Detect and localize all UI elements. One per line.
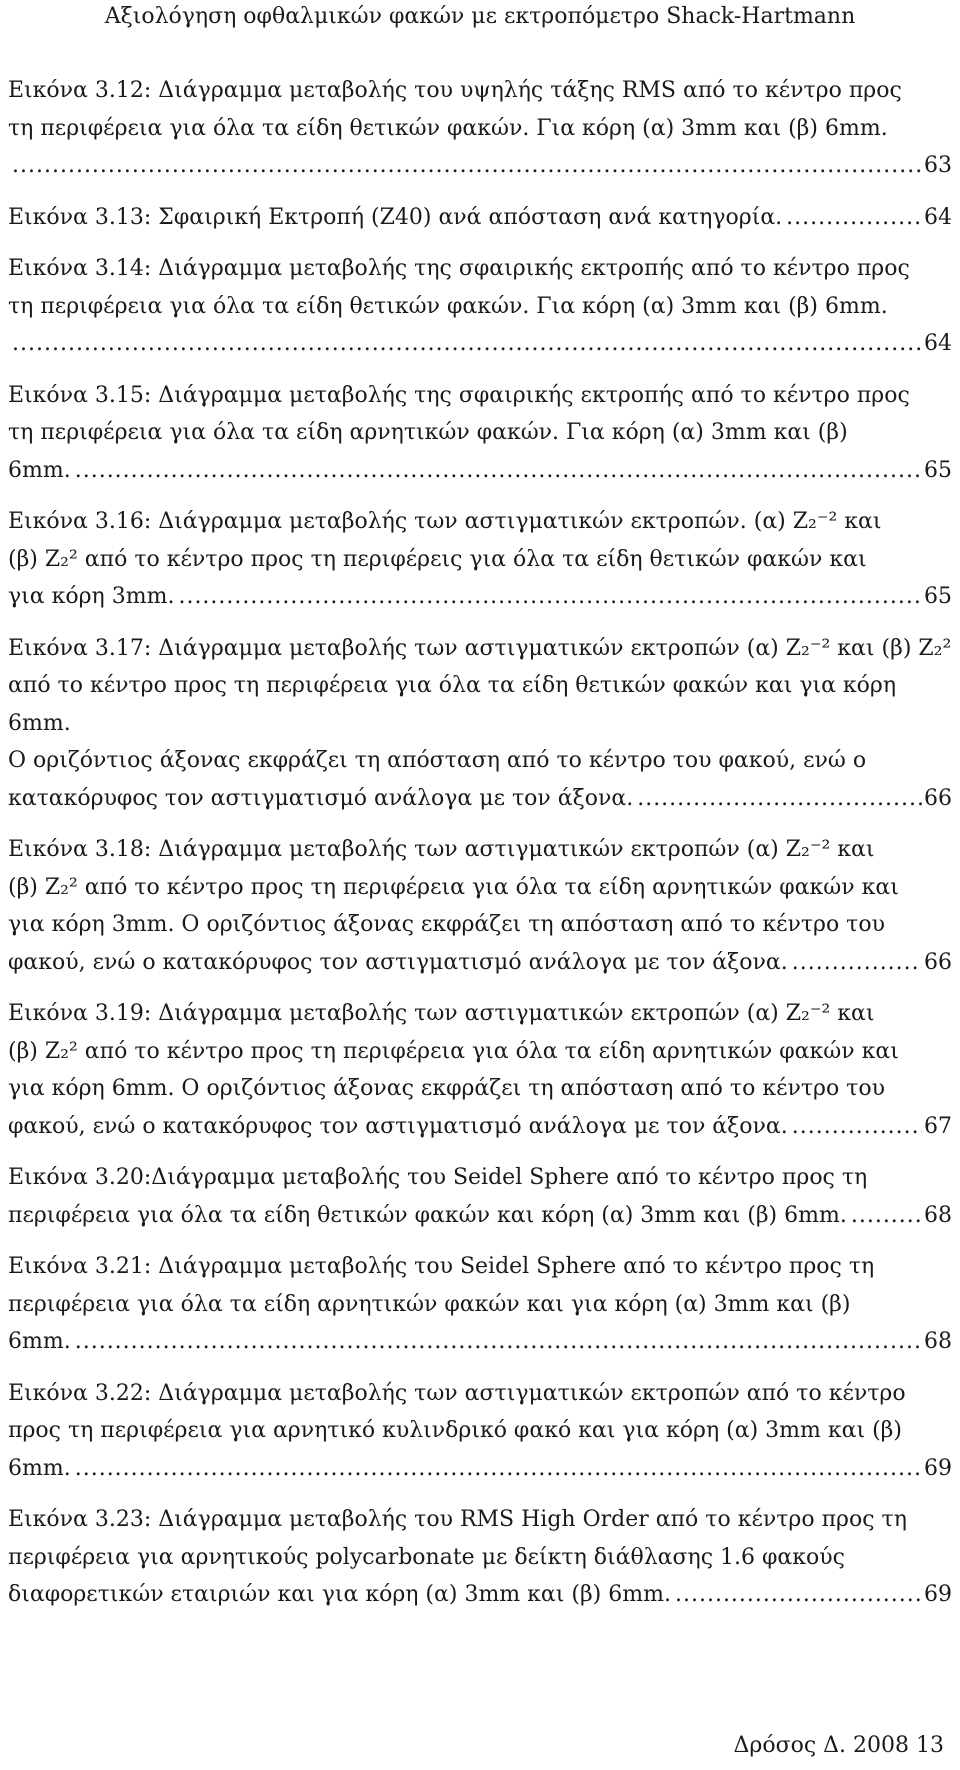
page-number: 67 — [924, 1113, 952, 1139]
entry-leader-line — [8, 1450, 952, 1488]
entry-line: για κόρη 6mm. Ο οριζόντιος άξονας εκφράζει τη απόσταση από το κέντρο του — [8, 1076, 885, 1101]
entry-line: Εικόνα 3.17: Διάγραμμα μεταβολής των αστιγματικών εκτροπών (α) Z₂⁻² και (β) Z₂² — [8, 635, 952, 661]
leader-dots — [637, 780, 922, 818]
entry-leader-line — [8, 1323, 952, 1361]
entry-line: Ο οριζόντιος άξονας εκφράζει τη απόσταση από το κέντρο του φακού, ενώ ο — [8, 748, 867, 773]
entry-text: περιφέρεια για όλα τα είδη θετικών φακών και κόρη (α) 3mm και (β) 6mm. — [8, 1202, 847, 1228]
entry-leader-line — [8, 578, 952, 616]
entry-leader-line — [8, 944, 952, 982]
entry-text: κατακόρυφος τον αστιγματισμό ανάλογα με τον άξονα. — [8, 785, 634, 811]
entry-line: προς τη περιφέρεια για αρνητικό κυλινδρικό φακό και για κόρη (α) 3mm και (β) — [8, 1418, 902, 1443]
entry-line: Εικόνα 3.15: Διάγραμμα μεταβολής της σφαιρικής εκτροπής από το κέντρο προς — [8, 382, 910, 408]
leader-dots — [75, 452, 922, 490]
entry-text: φακού, ενώ ο κατακόρυφος τον αστιγματισμό ανάλογα με τον άξονα. — [8, 949, 788, 975]
entry-text: διαφορετικών εταιριών και για κόρη (α) 3mm και (β) 6mm. — [8, 1582, 671, 1607]
entry-text: 6mm. — [8, 457, 71, 483]
entry-line: περιφέρεια για όλα τα είδη αρνητικών φακών και για κόρη (α) 3mm και (β) — [8, 1291, 851, 1317]
leader-dots — [792, 944, 922, 982]
entry-line: Εικόνα 3.14: Διάγραμμα μεταβολής της σφαιρικής εκτροπής από το κέντρο προς — [8, 256, 910, 281]
leader-dots — [675, 1576, 922, 1614]
toc-entry[interactable] — [8, 72, 952, 185]
entry-line: (β) Z₂² από το κέντρο προς τη περιφέρεις για όλα τα είδη θετικών φακών και — [8, 546, 867, 572]
entry-leader-line — [8, 1197, 952, 1235]
entry-line: Εικόνα 3.18: Διάγραμμα μεταβολής των αστιγματικών εκτροπών (α) Z₂⁻² και — [8, 837, 875, 862]
list-of-figures — [8, 72, 952, 1628]
entry-line: Εικόνα 3.12: Διάγραμμα μεταβολής του υψηλής τάξης RMS από το κέντρο προς — [8, 78, 902, 103]
entry-leader-line — [8, 1108, 952, 1146]
leader-dots — [75, 1450, 922, 1488]
toc-entry[interactable] — [8, 630, 952, 818]
toc-entry[interactable] — [8, 503, 952, 616]
entry-line: Εικόνα 3.22: Διάγραμμα μεταβολής των αστιγματικών εκτροπών από το κέντρο — [8, 1380, 906, 1406]
entry-line: τη περιφέρεια για όλα τα είδη θετικών φακών. Για κόρη (α) 3mm και (β) 6mm. — [8, 115, 888, 141]
leader-dots — [786, 199, 922, 237]
entry-text: Εικόνα 3.13: Σφαιρική Εκτροπή (Z40) ανά απόσταση ανά κατηγορία. — [8, 204, 783, 230]
entry-line: Εικόνα 3.16: Διάγραμμα μεταβολής των αστιγματικών εκτροπών. (α) Z₂⁻² και — [8, 509, 882, 534]
entry-leader-line — [8, 147, 952, 185]
entry-line: Εικόνα 3.20:Διάγραμμα μεταβολής του Seidel Sphere από το κέντρο προς τη — [8, 1165, 868, 1190]
entry-text: φακού, ενώ ο κατακόρυφος τον αστιγματισμό ανάλογα με τον άξονα. — [8, 1113, 788, 1139]
page-number: 69 — [924, 1582, 952, 1607]
entry-line: Εικόνα 3.19: Διάγραμμα μεταβολής των αστιγματικών εκτροπών (α) Z₂⁻² και — [8, 1001, 875, 1026]
page-number: 64 — [924, 331, 952, 356]
leader-dots — [12, 325, 922, 363]
leader-dots — [75, 1323, 922, 1361]
page-number: 69 — [924, 1455, 952, 1481]
page-footer: Δρόσος Δ. 2008 13 — [733, 1733, 944, 1758]
entry-text: 6mm. — [8, 1455, 71, 1481]
toc-entry[interactable] — [8, 1501, 952, 1614]
page-number: 65 — [924, 457, 952, 483]
page-number: 66 — [924, 785, 952, 811]
entry-line: περιφέρεια για αρνητικούς polycarbonate με δείκτη διάθλασης 1.6 φακούς — [8, 1544, 845, 1570]
leader-dots — [851, 1197, 922, 1235]
entry-line: τη περιφέρεια για όλα τα είδη αρνητικών φακών. Για κόρη (α) 3mm και (β) — [8, 420, 848, 445]
toc-entry[interactable] — [8, 831, 952, 981]
toc-entry[interactable] — [8, 1159, 952, 1234]
page-number: 68 — [924, 1329, 952, 1354]
toc-entry[interactable] — [8, 1248, 952, 1361]
page-number: 68 — [924, 1202, 952, 1228]
entry-leader-line — [8, 199, 952, 237]
page-number: 63 — [924, 153, 952, 178]
toc-entry[interactable] — [8, 250, 952, 363]
toc-entry[interactable] — [8, 1375, 952, 1488]
toc-entry[interactable] — [8, 377, 952, 490]
running-header: Αξιολόγηση οφθαλμικών φακών με εκτροπόμετρο Shack-Hartmann — [104, 4, 856, 29]
entry-line: για κόρη 3mm. Ο οριζόντιος άξονας εκφράζει τη απόσταση από το κέντρο του — [8, 912, 885, 937]
toc-entry[interactable] — [8, 199, 952, 237]
leader-dots — [178, 578, 922, 616]
page-number: 64 — [924, 204, 952, 230]
entry-line: (β) Z₂² από το κέντρο προς τη περιφέρεια για όλα τα είδη αρνητικών φακών και — [8, 874, 899, 900]
entry-line: Εικόνα 3.21: Διάγραμμα μεταβολής του Seidel Sphere από το κέντρο προς τη — [8, 1254, 875, 1279]
leader-dots — [792, 1108, 922, 1146]
leader-dots — [12, 147, 922, 185]
entry-line: τη περιφέρεια για όλα τα είδη θετικών φακών. Για κόρη (α) 3mm και (β) 6mm. — [8, 293, 888, 319]
entry-line: (β) Z₂² από το κέντρο προς τη περιφέρεια για όλα τα είδη αρνητικών φακών και — [8, 1038, 899, 1064]
page-number: 65 — [924, 584, 952, 609]
entry-leader-line — [8, 1576, 952, 1614]
entry-leader-line — [8, 780, 952, 818]
toc-entry[interactable] — [8, 995, 952, 1145]
entry-text: για κόρη 3mm. — [8, 584, 175, 609]
entry-line: από το κέντρο προς τη περιφέρεια για όλα τα είδη θετικών φακών και για κόρη 6mm. — [8, 673, 897, 736]
page-number: 66 — [924, 949, 952, 975]
entry-text: 6mm. — [8, 1329, 71, 1354]
entry-line: Εικόνα 3.23: Διάγραμμα μεταβολής του RMS High Order από το κέντρο προς τη — [8, 1507, 907, 1532]
entry-leader-line — [8, 325, 952, 363]
entry-leader-line — [8, 452, 952, 490]
